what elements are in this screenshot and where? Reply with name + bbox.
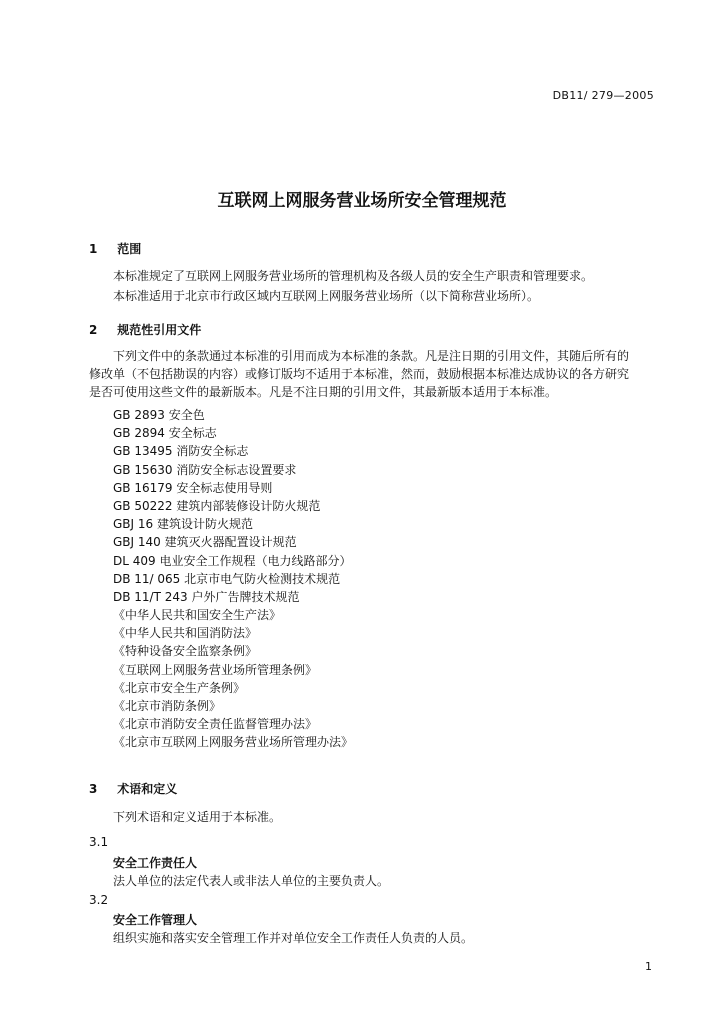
term-name: 安全工作管理人 (113, 913, 198, 927)
section-1-paragraph: 本标准适用于北京市行政区域内互联网上网服务营业场所（以下简称营业场所）。 (113, 289, 540, 303)
section-number: 1 (89, 242, 98, 256)
standard-code: DB11/ 279—2005 (552, 89, 654, 102)
reference-item: GB 15630 消防安全标志设置要求 (113, 462, 297, 477)
term-definition: 组织实施和落实安全管理工作并对单位安全工作责任人负责的人员。 (113, 931, 474, 945)
reference-item: 《北京市消防条例》 (113, 699, 222, 713)
reference-item: GB 50222 建筑内部装修设计防火规范 (113, 498, 321, 513)
reference-item: GB 2893 安全色 (113, 408, 205, 422)
reference-item: 《中华人民共和国安全生产法》 (113, 608, 282, 623)
section-3-intro: 下列术语和定义适用于本标准。 (113, 810, 282, 824)
intro-line: 修改单（不包括勘误的内容）或修订版均不适用于本标准，然而，鼓励根据本标准达成协议的各方研究 (89, 367, 630, 381)
reference-item: GB 2894 安全标志 (113, 426, 217, 441)
reference-item: GBJ 140 建筑灭火器配置设计规范 (113, 535, 297, 550)
reference-item: DB 11/T 243 户外广告牌技术规范 (113, 589, 300, 604)
reference-item: GB 16179 安全标志使用导则 (113, 480, 273, 495)
reference-item: 《北京市消防安全责任监督管理办法》 (113, 717, 318, 732)
reference-item: 《特种设备安全监察条例》 (113, 644, 258, 659)
section-1-heading (89, 240, 141, 257)
term-number: 3.2 (89, 893, 109, 907)
reference-item: 《中华人民共和国消防法》 (113, 626, 258, 641)
reference-item: GBJ 16 建筑设计防火规范 (113, 517, 253, 532)
document-title: 互联网上网服务营业场所安全管理规范 (217, 191, 507, 211)
page-number: 1 (645, 960, 652, 973)
section-title: 术语和定义 (117, 782, 178, 796)
section-1-paragraph: 本标准规定了互联网上网服务营业场所的管理机构及各级人员的安全生产职责和管理要求。 (113, 269, 594, 283)
reference-item: DL 409 电业安全工作规程（电力线路部分） (113, 553, 352, 568)
intro-line: 是否可使用这些文件的最新版本。凡是不注日期的引用文件，其最新版本适用于本标准。 (89, 385, 558, 399)
section-title: 规范性引用文件 (117, 323, 202, 337)
reference-item: 《互联网上网服务营业场所管理条例》 (113, 662, 318, 677)
section-number: 2 (89, 323, 98, 337)
intro-line: 下列文件中的条款通过本标准的引用而成为本标准的条款。凡是注日期的引用文件，其随后所有的 (113, 349, 630, 363)
section-2-intro (89, 347, 659, 401)
reference-item: 《北京市互联网上网服务营业场所管理办法》 (113, 735, 354, 750)
term-definition: 法人单位的法定代表人或非法人单位的主要负责人。 (113, 874, 390, 888)
reference-list (113, 406, 353, 752)
reference-item: 《北京市安全生产条例》 (113, 680, 246, 695)
section-title: 范围 (117, 242, 142, 256)
term-number: 3.1 (89, 835, 109, 849)
reference-item: DB 11/ 065 北京市电气防火检测技术规范 (113, 571, 341, 586)
section-3-heading (89, 780, 177, 797)
section-2-heading (89, 321, 201, 338)
term-name: 安全工作责任人 (113, 856, 198, 870)
section-number: 3 (89, 782, 98, 796)
reference-item: GB 13495 消防安全标志 (113, 444, 249, 459)
